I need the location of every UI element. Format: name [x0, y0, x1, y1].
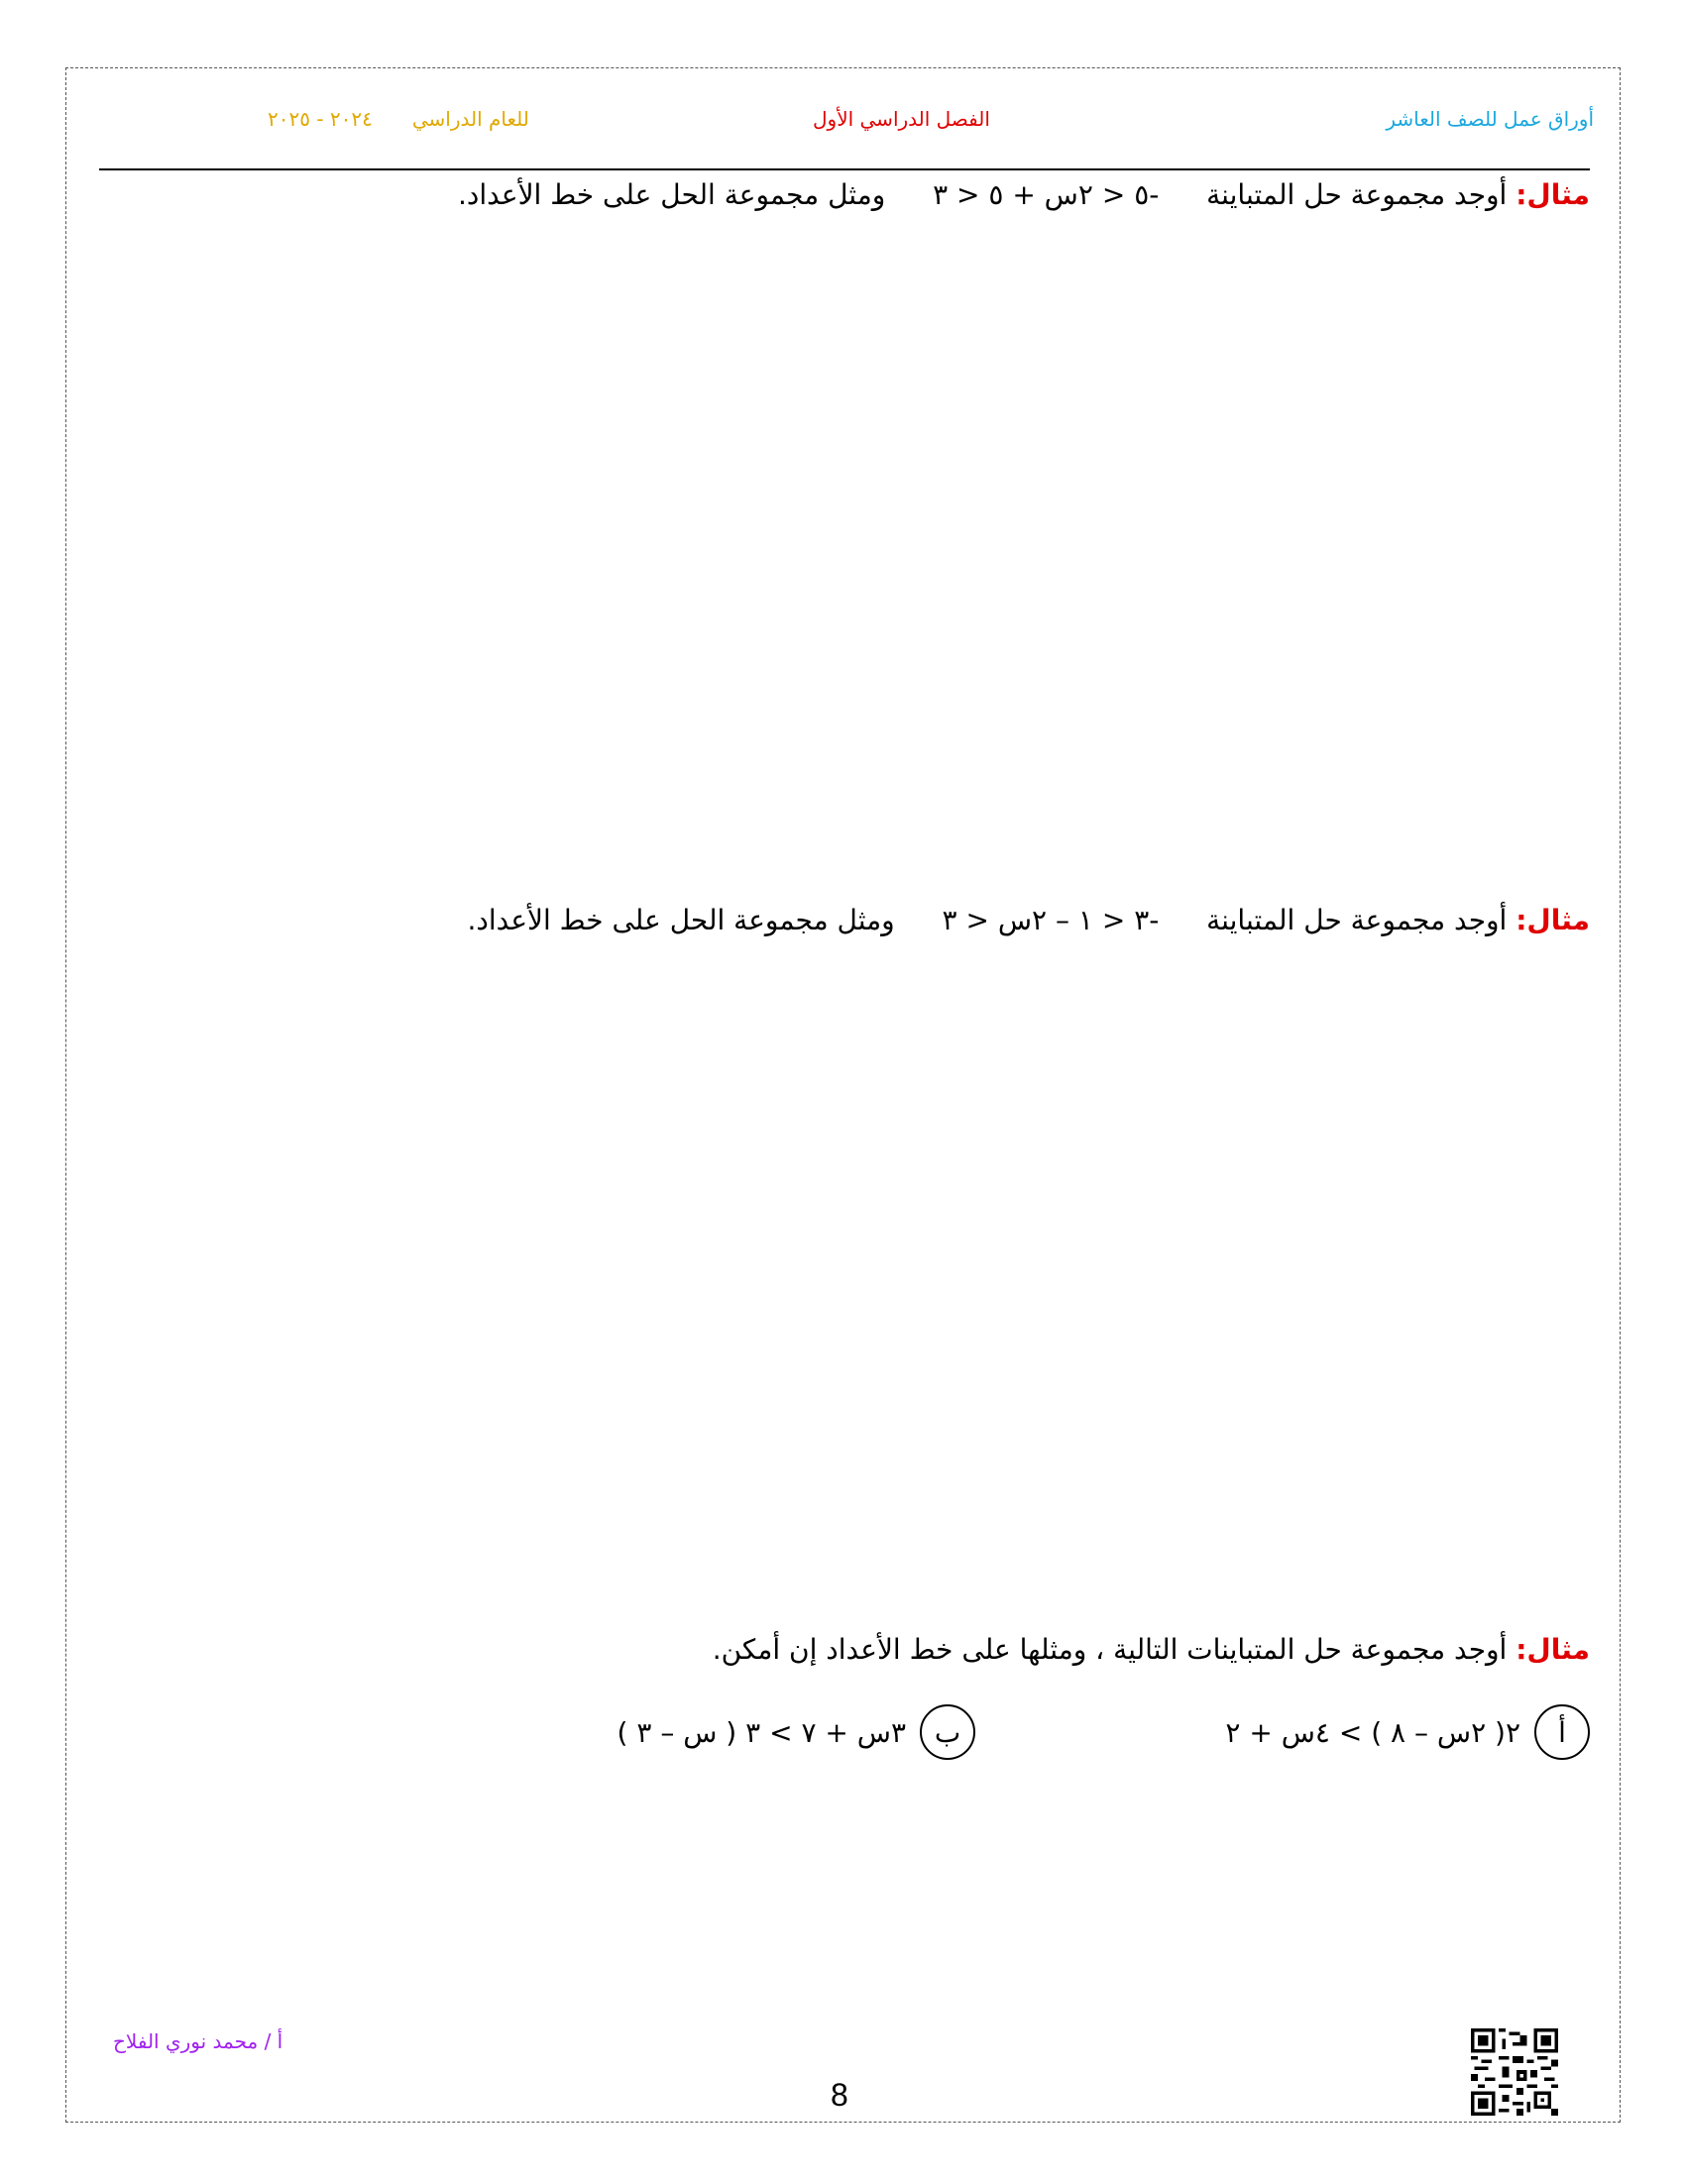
question-3-label: مثال: [1516, 1633, 1590, 1666]
qr-code-icon [1471, 2028, 1558, 2116]
question-3-text: أوجد مجموعة حل المتباينات التالية ، ومثلها على خط الأعداد إن أمكن. [712, 1633, 1508, 1666]
question-2-expression: -٣ < ١ – ٢س < ٣ [942, 904, 1160, 936]
author-name: أ / محمد نوري الفلاح [113, 2029, 283, 2053]
question-2 [467, 904, 1590, 936]
question-1 [458, 178, 1590, 211]
page-frame [65, 67, 1621, 2123]
question-3 [713, 1633, 1590, 1666]
page-number: 8 [831, 2077, 848, 2113]
question-2-label: مثال: [1516, 904, 1590, 936]
question-1-text: أوجد مجموعة حل المتباينة [1206, 178, 1508, 211]
part-b-expression: ٣س + ٧ > ٣ ( س – ٣ ) [617, 1715, 906, 1749]
part-a-expression: ٢( ٢س – ٨ ) > ٤س + ٢ [1225, 1715, 1520, 1749]
header-semester: الفصل الدراسي الأول [813, 107, 990, 131]
question-3-parts [436, 1704, 1590, 1764]
header-grade: أوراق عمل للصف العاشر [1386, 107, 1594, 131]
header-year-label: للعام الدراسي [411, 107, 529, 131]
question-1-expression: -٥ < ٢س + ٥ < ٣ [933, 178, 1160, 211]
question-2-text: أوجد مجموعة حل المتباينة [1206, 904, 1508, 936]
part-b-marker: ب [920, 1704, 975, 1760]
header-rule [99, 168, 1590, 170]
question-2-tail: ومثل مجموعة الحل على خط الأعداد. [467, 904, 895, 936]
part-b [618, 1704, 975, 1760]
header-year [228, 107, 529, 131]
question-1-tail: ومثل مجموعة الحل على خط الأعداد. [458, 178, 886, 211]
part-a-marker: أ [1534, 1704, 1590, 1760]
header-year-range: ٢٠٢٤ - ٢٠٢٥ [268, 107, 373, 131]
question-1-label: مثال: [1516, 178, 1590, 211]
part-a [1225, 1704, 1590, 1760]
